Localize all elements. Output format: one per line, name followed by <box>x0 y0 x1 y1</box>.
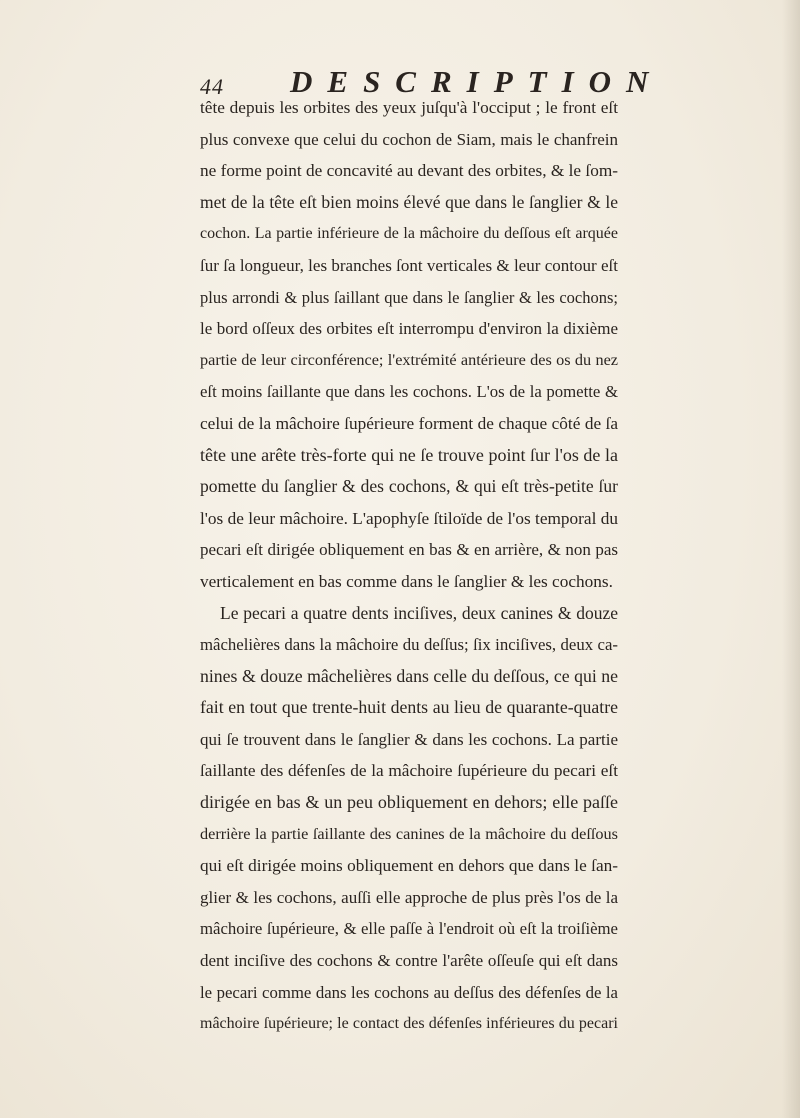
text-line: dirigée en bas & un peu obliquement en dehors; elle paſſe <box>200 792 618 813</box>
text-line: pomette du ſanglier & des cochons, & qui eſt très-petite ſur <box>200 476 618 497</box>
running-title: DESCRIPTION <box>290 64 664 99</box>
text-line: qui ſe trouvent dans le ſanglier & dans les cochons. La partie <box>200 729 618 749</box>
text-line: fait en tout que trente-huit dents au lieu de quarante-quatre <box>200 697 618 718</box>
text-line: verticalement en bas comme dans le ſanglier & les cochons. <box>200 571 613 591</box>
text-line: ſur ſa longueur, les branches ſont verticales & leur contour eſt <box>200 255 618 275</box>
text-line: cochon. La partie inférieure de la mâchoire du deſſous eſt arquée <box>200 225 618 243</box>
text-line: tête une arête très-forte qui ne ſe trouve point ſur l'os de la <box>200 444 618 465</box>
text-line: qui eſt dirigée moins obliquement en dehors que dans le ſan- <box>200 856 618 876</box>
text-line: celui de la mâchoire ſupérieure forment de chaque côté de ſa <box>200 413 618 433</box>
text-line: le bord oſſeux des orbites eſt interrompu d'environ la dixième <box>200 319 618 339</box>
page-edge-shadow <box>782 0 800 1118</box>
text-line: mâchelières dans la mâchoire du deſſus; ſix inciſives, deux ca- <box>200 635 618 655</box>
text-line: le pecari comme dans les cochons au deſſus des défenſes de la <box>200 982 618 1002</box>
text-line: dent inciſive des cochons & contre l'arête oſſeuſe qui eſt dans <box>200 951 618 971</box>
text-line: plus convexe que celui du cochon de Siam, mais le chanfrein <box>200 129 618 149</box>
text-line: tête depuis les orbites des yeux juſqu'à l'occiput ; le front eſt <box>200 98 618 117</box>
text-line: Le pecari a quatre dents inciſives, deux canines & douze <box>220 602 618 623</box>
body-text <box>200 92 618 1040</box>
text-line: mâchoire ſupérieure, & elle paſſe à l'endroit où eſt la troiſième <box>200 919 618 939</box>
text-line: mâchoire ſupérieure; le contact des défenſes inférieures du pecari <box>200 1015 618 1033</box>
text-line: ne forme point de concavité au devant des orbites, & le ſom- <box>200 161 618 181</box>
text-line: glier & les cochons, auſſi elle approche de plus près l'os de la <box>200 887 618 907</box>
text-line: plus arrondi & plus ſaillant que dans le ſanglier & les cochons; <box>200 287 618 307</box>
text-line: nines & douze mâchelières dans celle du deſſous, ce qui ne <box>200 665 618 686</box>
text-line: ſaillante des défenſes de la mâchoire ſupérieure du pecari eſt <box>200 761 618 781</box>
page-number: 44 <box>200 74 224 99</box>
text-line: pecari eſt dirigée obliquement en bas & en arrière, & non pas <box>200 540 618 560</box>
text-line: partie de leur circonférence; l'extrémité antérieure des os du nez <box>200 350 618 369</box>
text-line: met de la tête eſt bien moins élevé que dans le ſanglier & le <box>200 191 618 212</box>
text-line: derrière la partie ſaillante des canines de la mâchoire du deſſous <box>200 824 618 843</box>
text-line: l'os de leur mâchoire. L'apophyſe ſtiloïde de l'os temporal du <box>200 508 618 528</box>
text-line: eſt moins ſaillante que dans les cochons. L'os de la pomette & <box>200 382 618 402</box>
